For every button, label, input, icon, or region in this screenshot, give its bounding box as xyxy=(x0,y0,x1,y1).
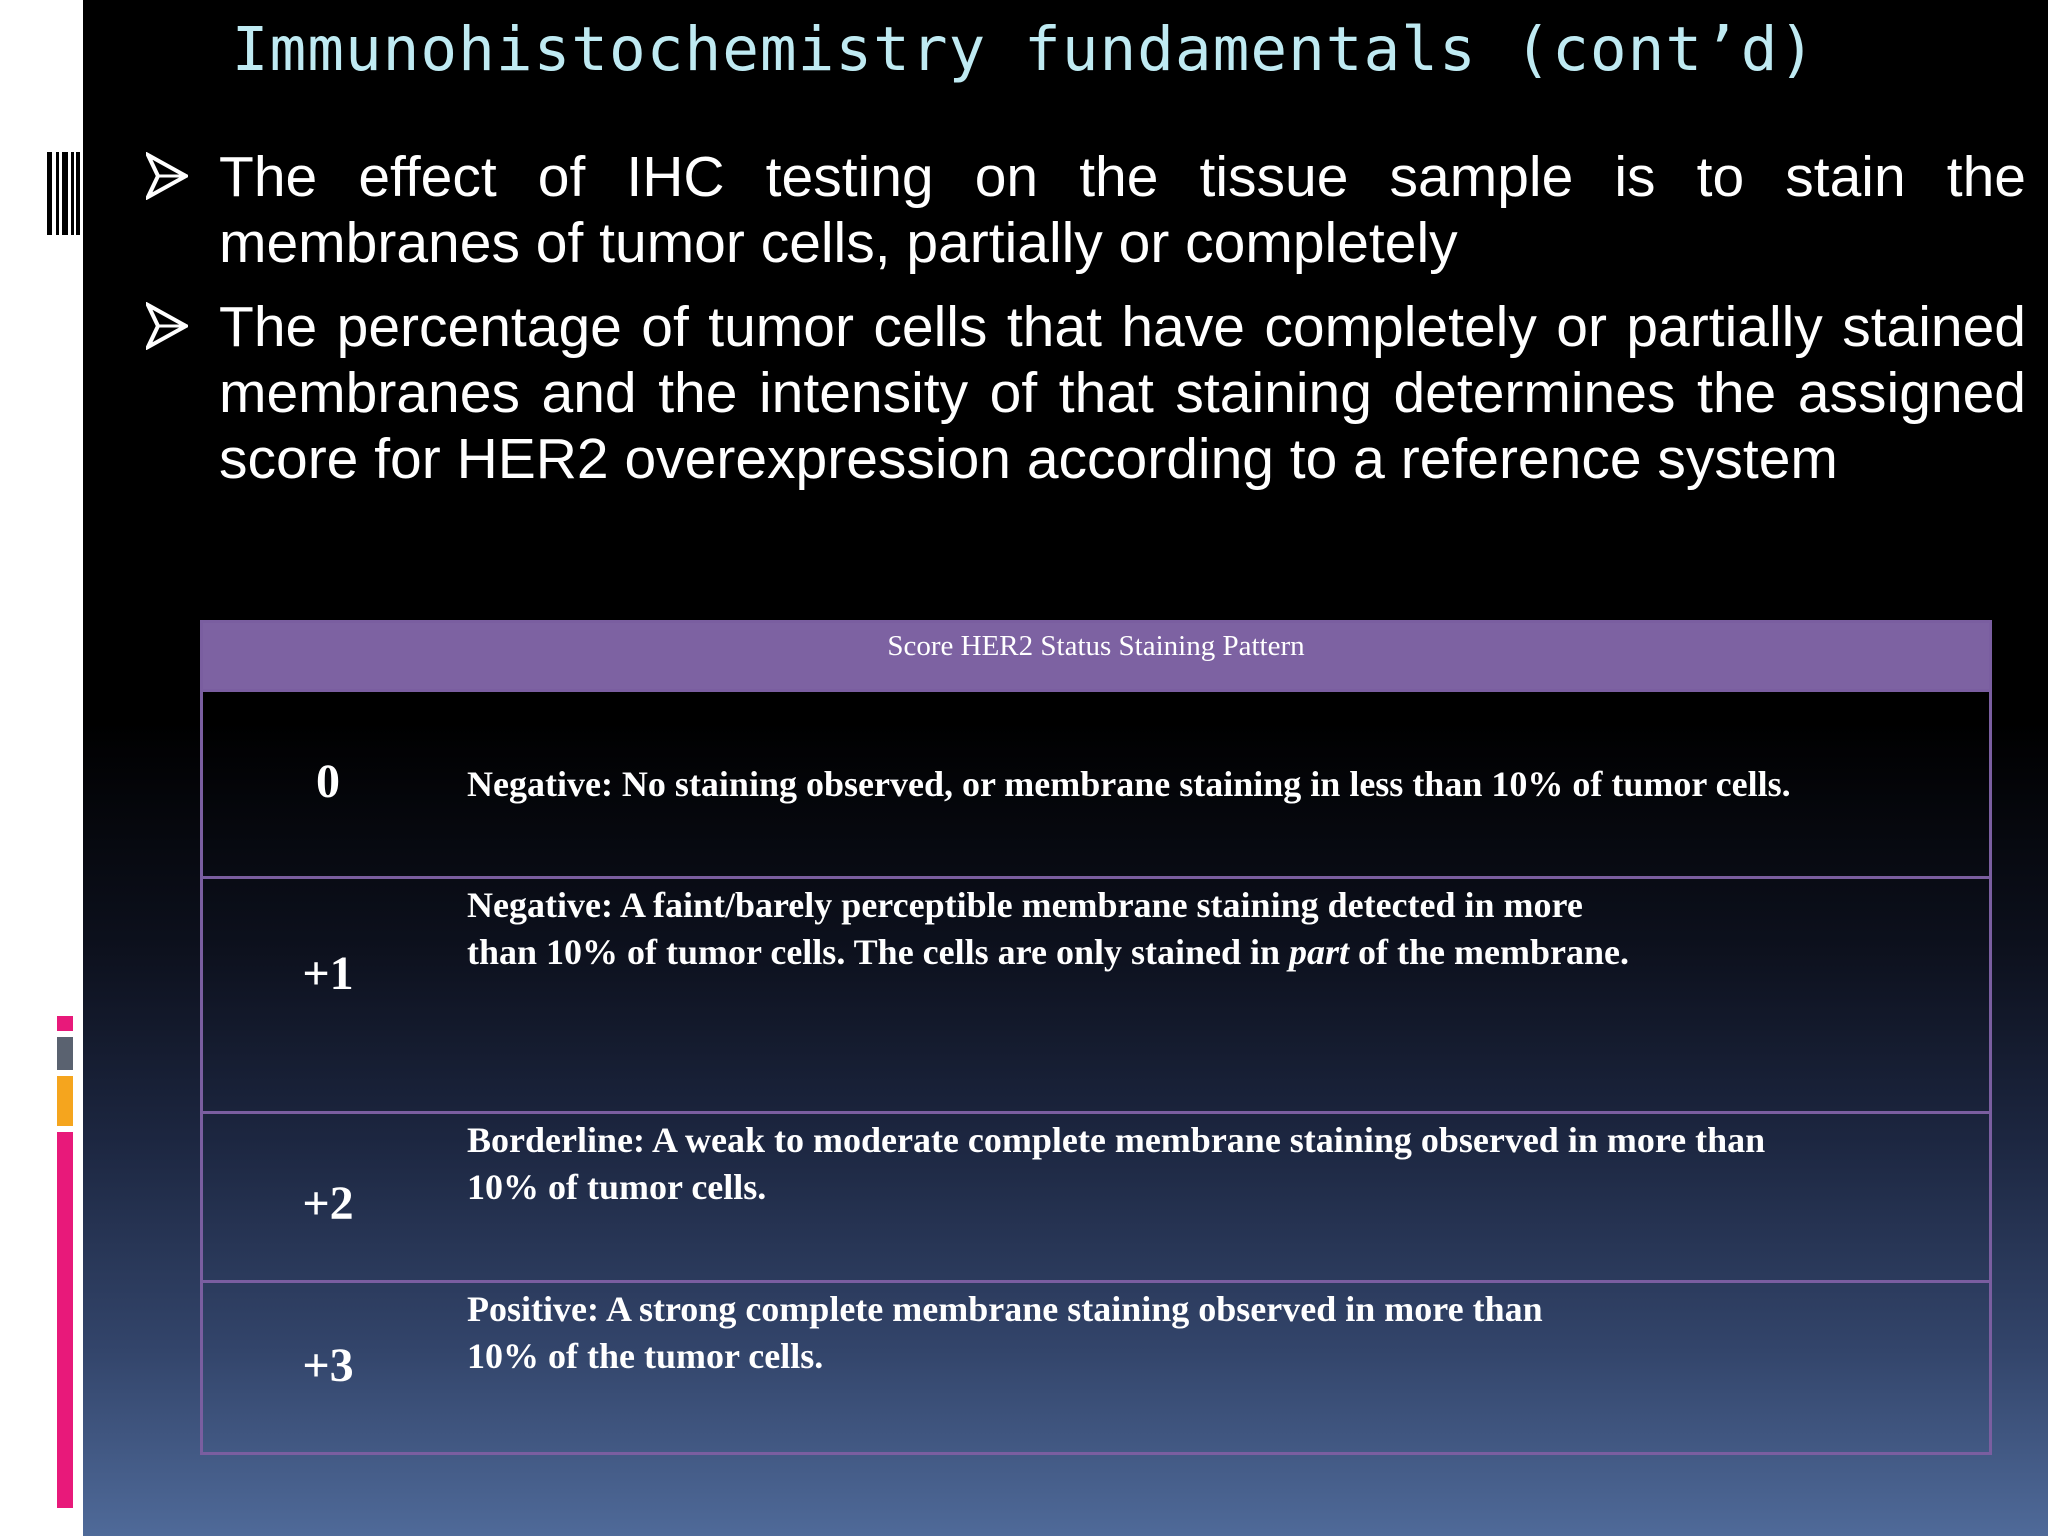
bullet-text: The percentage of tumor cells that have completely or partially stained membranes and the intensity of that staining determines the assigned score for HER2 overexpression according to a reference system xyxy=(219,295,2026,491)
slide-title: Immunohistochemistry fundamentals (cont’d) xyxy=(231,14,1817,85)
status-text: Negative: A faint/barely perceptible membrane staining detected in more xyxy=(467,885,1583,925)
arrow-bullet-icon xyxy=(146,302,188,350)
score-cell: +2 xyxy=(302,1177,354,1230)
status-cell xyxy=(467,1286,1967,1380)
table-row xyxy=(203,1280,1989,1452)
arrow-bullet-icon xyxy=(146,152,188,200)
table-row xyxy=(203,876,1989,1111)
decorative-barcode xyxy=(47,152,80,235)
table-row xyxy=(203,1111,1989,1280)
status-text: Positive: A strong complete membrane staining observed in more than xyxy=(467,1289,1543,1329)
accent-bar-pink-top xyxy=(57,1016,73,1031)
emphasis-text: part xyxy=(1289,932,1350,972)
table-header: Score HER2 Status Staining Pattern xyxy=(203,623,1989,689)
status-text: Negative: No staining observed, or membrane staining in less than 10% of tumor cells. xyxy=(467,764,1791,804)
status-cell xyxy=(467,882,1967,976)
status-cell xyxy=(467,761,1967,808)
bullet-text: The effect of IHC testing on the tissue sample is to stain the membranes of tumor cells, partially or completely xyxy=(219,145,2026,275)
accent-bar-pink xyxy=(57,1132,73,1508)
status-text: Borderline: A weak to moderate complete membrane staining observed in more than xyxy=(467,1120,1766,1160)
table-row xyxy=(203,689,1989,876)
accent-bar-gray xyxy=(57,1037,73,1070)
status-text-line2: 10% of tumor cells. xyxy=(467,1167,767,1207)
status-text-line2: 10% of the tumor cells. xyxy=(467,1336,824,1376)
score-cell: +1 xyxy=(302,947,354,1000)
status-text-line2: than 10% of tumor cells. The cells are only stained in part of the membrane. xyxy=(467,932,1629,972)
score-cell: 0 xyxy=(316,755,340,808)
status-cell xyxy=(467,1117,1967,1211)
her2-score-table xyxy=(200,620,1992,1455)
score-cell: +3 xyxy=(302,1339,354,1392)
accent-bar-orange xyxy=(57,1076,73,1126)
